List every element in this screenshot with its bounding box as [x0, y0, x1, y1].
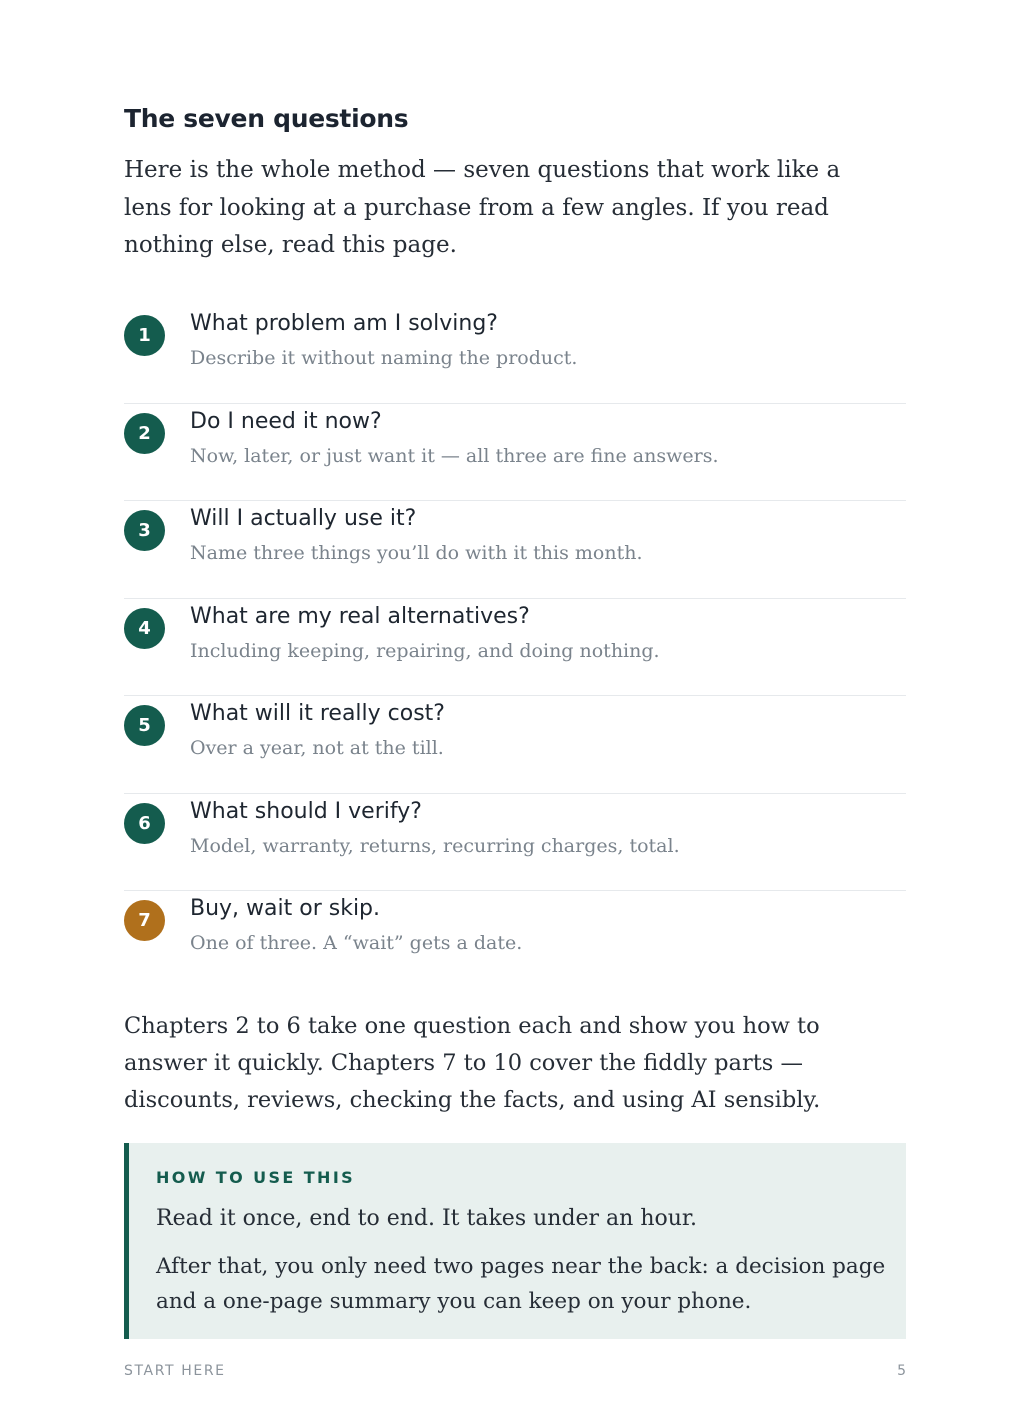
question-title: What are my real alternatives?	[190, 603, 530, 629]
question-subtitle: Over a year, not at the till.	[190, 737, 444, 759]
question-number-badge: 1	[124, 315, 165, 356]
callout-paragraph: After that, you only need two pages near the back: a decision page and a one-page summary you can keep on your phone.	[156, 1254, 886, 1314]
question-subtitle: One of three. A “wait” gets a date.	[190, 932, 523, 954]
question-item	[124, 599, 906, 697]
question-title: What problem am I solving?	[190, 311, 498, 336]
question-title: What will it really cost?	[190, 701, 445, 726]
section-heading: The seven questions	[124, 104, 409, 133]
question-subtitle: Including keeping, repairing, and doing nothing.	[190, 639, 660, 662]
question-item	[124, 501, 906, 599]
question-number-badge: 7	[124, 900, 165, 941]
question-subtitle: Describe it without naming the product.	[190, 347, 578, 369]
question-number-badge: 2	[124, 413, 165, 454]
question-number-badge: 4	[124, 608, 165, 649]
question-number-badge: 3	[124, 510, 165, 551]
question-subtitle: Name three things you’ll do with it this month.	[190, 542, 643, 564]
footer-section-name: START HERE	[124, 1363, 226, 1379]
question-item	[124, 696, 906, 794]
question-item	[124, 891, 906, 989]
callout-paragraph: Read it once, end to end. It takes under an hour.	[156, 1206, 698, 1231]
question-item	[124, 794, 906, 892]
question-subtitle: Model, warranty, returns, recurring charges, total.	[190, 834, 680, 857]
callout-label: HOW TO USE THIS	[156, 1168, 356, 1187]
question-number-badge: 5	[124, 705, 165, 746]
questions-list	[124, 306, 906, 989]
how-to-use-callout	[124, 1143, 906, 1339]
outro-paragraph: Chapters 2 to 6 take one question each and show you how to answer it quickly. Chapters 7 to 10 cover the fiddly parts — discounts, reviews, checking the facts, and using AI sensibly.	[124, 1013, 821, 1113]
intro-paragraph: Here is the whole method — seven questions that work like a lens for looking at a purchase from a few angles. If you read nothing else, read this page.	[124, 157, 841, 258]
question-number-badge: 6	[124, 803, 165, 844]
question-title: Do I need it now?	[190, 408, 382, 434]
question-item	[124, 306, 906, 404]
footer-page-number: 5	[897, 1363, 906, 1379]
question-title: Will I actually use it?	[190, 506, 417, 531]
question-item	[124, 404, 906, 502]
question-title: What should I verify?	[190, 798, 422, 824]
question-title: Buy, wait or skip.	[190, 896, 381, 921]
question-subtitle: Now, later, or just want it — all three are fine answers.	[190, 444, 719, 467]
